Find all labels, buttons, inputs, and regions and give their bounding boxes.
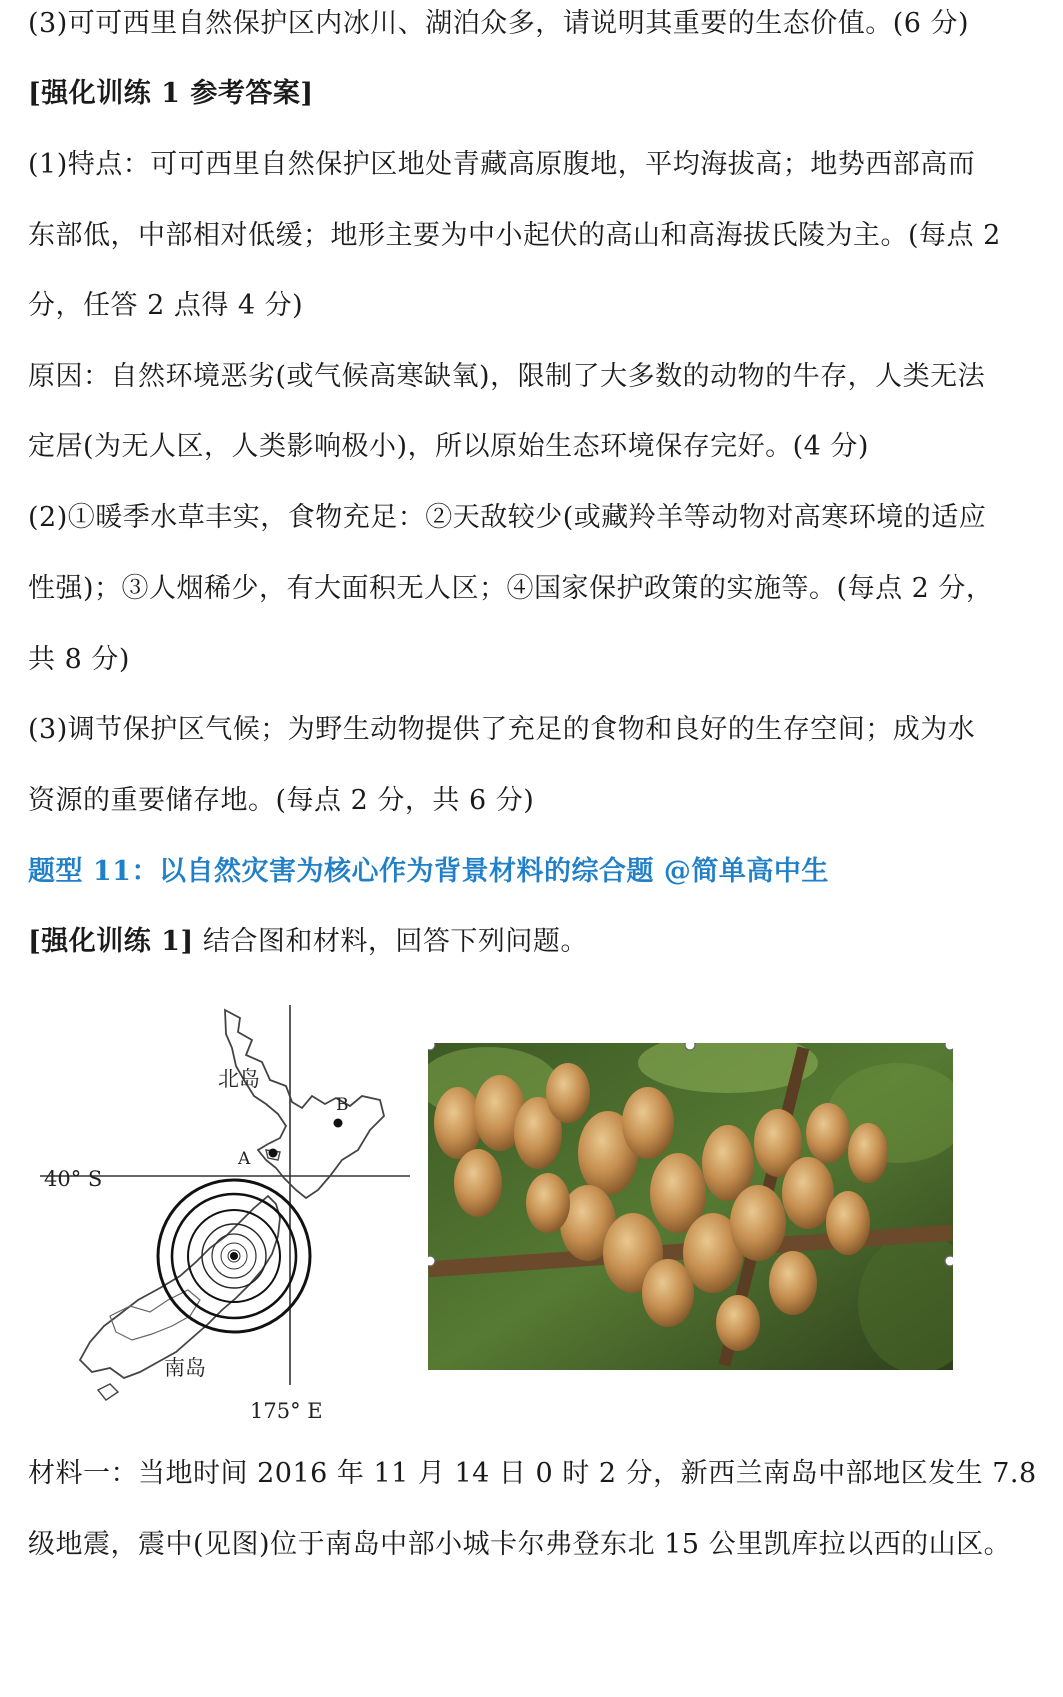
answer-3-line-2: 资源的重要储存地。(每点 2 分，共 6 分) [28, 785, 535, 816]
reason-line-2: 定居(为无人区，人类影响极小)，所以原始生态环境保存完好。(4 分) [28, 431, 869, 462]
answer-2-line-1: (2)①暖季水草丰实，食物充足：②天敌较少(或藏羚羊等动物对高寒环境的适应 [28, 502, 987, 533]
longitude-label: 175° E [250, 1399, 323, 1423]
south-island-label: 南岛 [164, 1356, 206, 1380]
material-1-line-2: 级地震，震中(见图)位于南岛中部小城卡尔弗登东北 15 公里凯库拉以西的山区。 [28, 1529, 1012, 1560]
answer-1-line-2: 东部低，中部相对低缓；地形主要为中小起伏的高山和高海拔氏陵为主。(每点 2 [28, 220, 1001, 251]
latitude-label: 40° S [44, 1167, 103, 1191]
point-a-marker [269, 1149, 278, 1158]
training-label: [强化训练 1] [28, 926, 194, 957]
answer-heading: [强化训练 1 参考答案] [28, 78, 314, 109]
answer-3-line-1: (3)调节保护区气候；为野生动物提供了充足的食物和良好的生存空间；成为水 [28, 714, 976, 745]
reason-line-1: 原因：自然环境恶劣(或气候高寒缺氧)，限制了大多数的动物的牛存，人类无法 [28, 361, 986, 392]
training-instruction: 结合图和材料，回答下列问题。 [202, 926, 588, 957]
answer-2-line-3: 共 8 分) [28, 644, 130, 675]
point-a-label: A [238, 1149, 251, 1169]
question-3: (3)可可西里自然保护区内冰川、湖泊众多，请说明其重要的生态价值。(6 分) [28, 8, 970, 39]
material-1-line-1: 材料一：当地时间 2016 年 11 月 14 日 0 时 2 分，新西兰南岛中部地区发生 7.8 [28, 1458, 1037, 1489]
new-zealand-map [40, 1000, 420, 1430]
north-island-label: 北岛 [218, 1067, 260, 1091]
section-heading: 题型 11：以自然灾害为核心作为背景材料的综合题 @简单高中生 [28, 856, 829, 887]
north-island-outline [225, 1010, 384, 1198]
training-intro [28, 922, 1038, 962]
point-b-marker [334, 1119, 343, 1128]
point-b-label: B [336, 1095, 349, 1115]
epicenter-dot [230, 1252, 238, 1260]
answer-1-line-3: 分，任答 2 点得 4 分) [28, 290, 304, 321]
stewart-island [98, 1384, 118, 1400]
kiwifruit-photo [428, 1043, 953, 1370]
answer-1-line-1: (1)特点：可可西里自然保护区地处青藏高原腹地，平均海拔高；地势西部高而 [28, 149, 976, 180]
answer-2-line-2: 性强)；③人烟稀少，有大面积无人区；④国家保护政策的实施等。(每点 2 分， [28, 573, 994, 604]
